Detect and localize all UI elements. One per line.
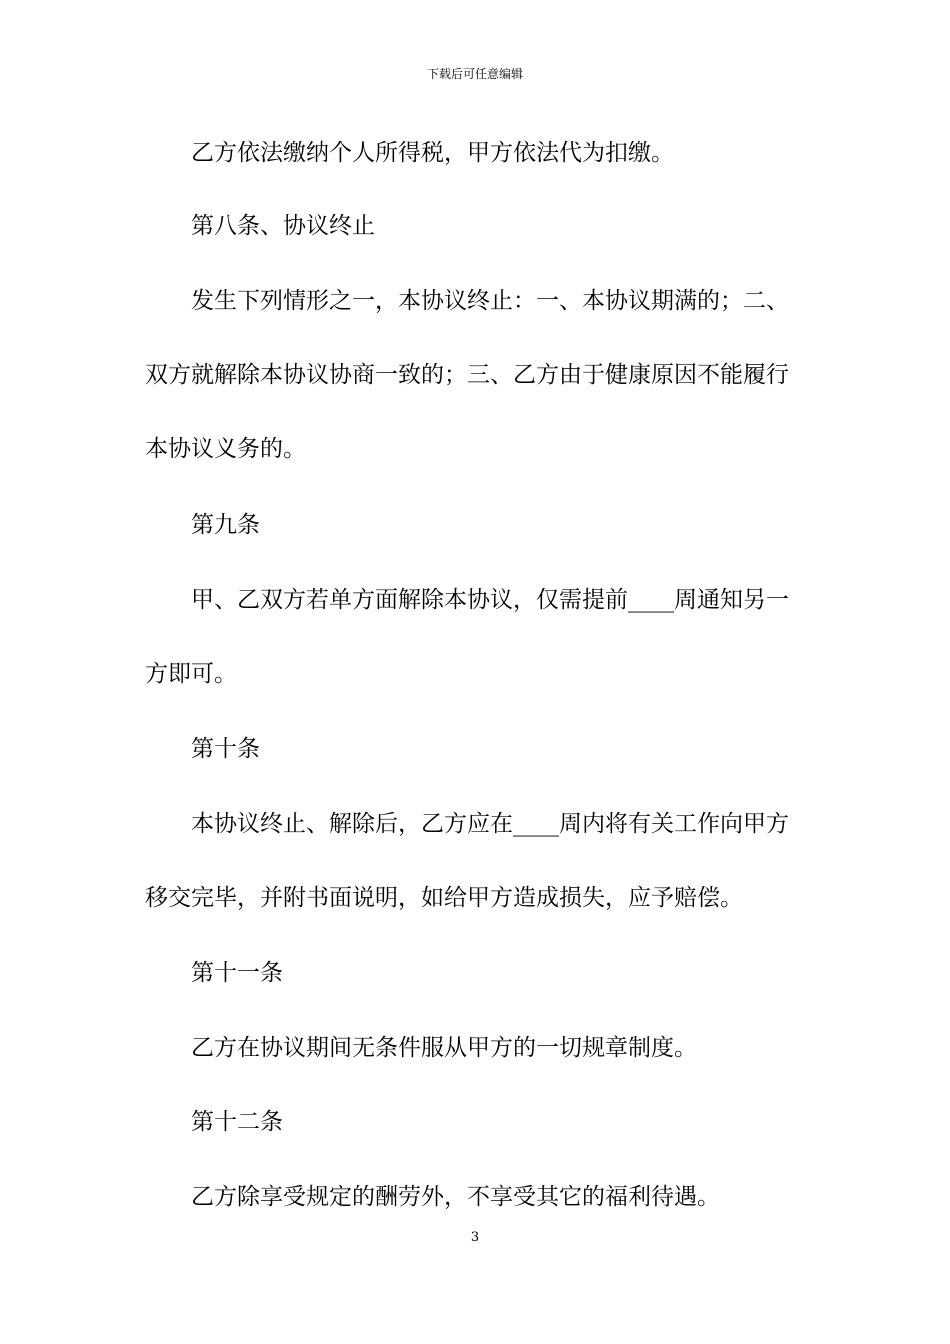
paragraph-rules: 乙方在协议期间无条件服从甲方的一切规章制度。 (191, 1035, 697, 1061)
heading-article-11: 第十一条 (191, 960, 283, 986)
paragraph-benefits: 乙方除享受规定的酬劳外，不享受其它的福利待遇。 (191, 1184, 720, 1210)
paragraph-unilateral-termination: 甲、乙双方若单方面解除本协议，仅需提前____周通知另一方即可。 (145, 587, 789, 687)
heading-article-10: 第十条 (191, 736, 260, 762)
paragraph-tax: 乙方依法缴纳个人所得税，甲方依法代为扣缴。 (191, 140, 674, 166)
heading-article-8: 第八条、协议终止 (191, 213, 375, 239)
heading-article-12: 第十二条 (191, 1109, 283, 1135)
heading-article-9: 第九条 (191, 512, 260, 538)
paragraph-handover: 本协议终止、解除后，乙方应在____周内将有关工作向甲方移交完毕，并附书面说明，如给甲方造成损失，应予赔偿。 (145, 811, 789, 911)
paragraph-termination: 发生下列情形之一，本协议终止：一、本协议期满的；二、双方就解除本协议协商一致的；三、乙方由于健康原因不能履行本协议义务的。 (145, 288, 789, 462)
page-number: 3 (470, 1230, 480, 1245)
page-header: 下载后可任意编辑 (426, 67, 523, 81)
